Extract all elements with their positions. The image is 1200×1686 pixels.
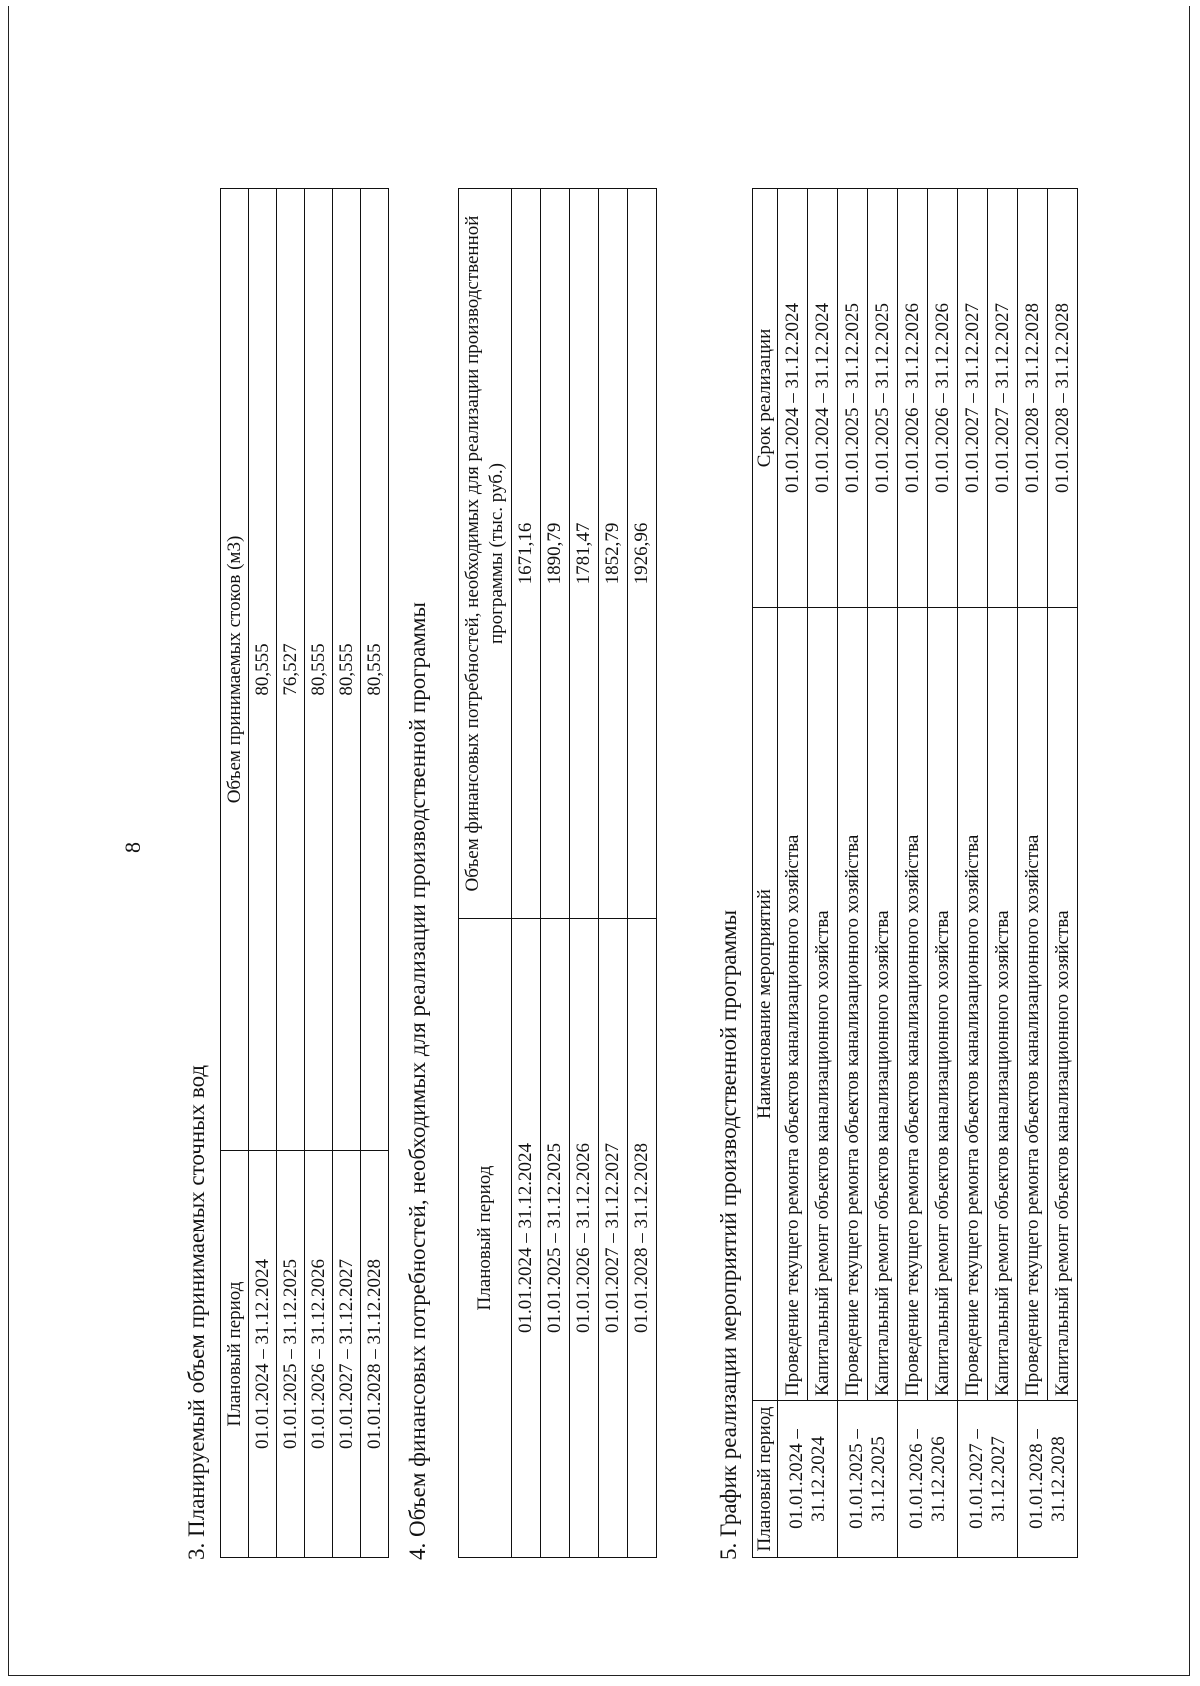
cell-activity: Проведение текущего ремонта объектов канализационного хозяйства	[838, 608, 868, 1401]
table-row	[361, 189, 389, 1558]
cell-period: 01.01.2027 – 31.12.2027	[958, 1401, 1018, 1558]
table-row	[570, 189, 599, 1558]
cell-period: 01.01.2025 – 31.12.2025	[838, 1401, 898, 1558]
table-row	[838, 189, 868, 1558]
cell-activity: Капитальный ремонт объектов канализационного хозяйства	[928, 608, 958, 1401]
cell-period: 01.01.2024 – 31.12.2024	[512, 919, 541, 1558]
table-row	[778, 189, 808, 1558]
cell-period: 01.01.2026 – 31.12.2026	[570, 919, 599, 1558]
column-header-financial-volume: Объем финансовых потребностей, необходимых для реализации производственной программы (тыс. руб.)	[459, 189, 512, 919]
cell-period: 01.01.2028 – 31.12.2028	[361, 1151, 389, 1558]
cell-term: 01.01.2027 – 31.12.2027	[958, 189, 988, 608]
column-header-term: Срок реализации	[753, 189, 778, 608]
table-header-row	[221, 189, 249, 1558]
cell-activity: Капитальный ремонт объектов канализационного хозяйства	[988, 608, 1018, 1401]
cell-period: 01.01.2028 – 31.12.2028	[1018, 1401, 1078, 1558]
table-row	[988, 189, 1018, 1558]
table-row	[808, 189, 838, 1558]
cell-activity: Проведение текущего ремонта объектов канализационного хозяйства	[778, 608, 808, 1401]
cell-financial-volume: 1781,47	[570, 189, 599, 919]
cell-volume: 80,555	[249, 189, 277, 1151]
table-row	[599, 189, 628, 1558]
cell-period: 01.01.2024 – 31.12.2024	[249, 1151, 277, 1558]
cell-term: 01.01.2024 – 31.12.2024	[808, 189, 838, 608]
table-row	[333, 189, 361, 1558]
cell-volume: 80,555	[333, 189, 361, 1151]
table-row	[898, 189, 928, 1558]
table-row	[249, 189, 277, 1558]
cell-activity: Капитальный ремонт объектов канализационного хозяйства	[868, 608, 898, 1401]
cell-term: 01.01.2024 – 31.12.2024	[778, 189, 808, 608]
column-header-period: Плановый период	[459, 919, 512, 1558]
section4-title: 4. Объем финансовых потребностей, необходимых для реализации производственной программы	[405, 602, 430, 1560]
cell-financial-volume: 1671,16	[512, 189, 541, 919]
table-row	[512, 189, 541, 1558]
column-header-activity: Наименование мероприятий	[753, 608, 778, 1401]
cell-volume: 80,555	[305, 189, 333, 1151]
cell-term: 01.01.2026 – 31.12.2026	[898, 189, 928, 608]
cell-term: 01.01.2028 – 31.12.2028	[1048, 189, 1078, 608]
table-header-row	[459, 189, 512, 1558]
cell-activity: Капитальный ремонт объектов канализационного хозяйства	[1048, 608, 1078, 1401]
cell-period: 01.01.2027 – 31.12.2027	[333, 1151, 361, 1558]
cell-activity: Капитальный ремонт объектов канализационного хозяйства	[808, 608, 838, 1401]
table-row	[628, 189, 657, 1558]
column-header-period: Плановый период	[221, 1151, 249, 1558]
column-header-volume: Объем принимаемых стоков (м3)	[221, 189, 249, 1151]
column-header-period: Плановый период	[753, 1401, 778, 1558]
table-row	[305, 189, 333, 1558]
cell-activity: Проведение текущего ремонта объектов канализационного хозяйства	[1018, 608, 1048, 1401]
cell-term: 01.01.2025 – 31.12.2025	[838, 189, 868, 608]
wastewater-volume-table	[220, 188, 389, 1558]
cell-period: 01.01.2026 – 31.12.2026	[305, 1151, 333, 1558]
cell-period: 01.01.2025 – 31.12.2025	[541, 919, 570, 1558]
cell-term: 01.01.2026 – 31.12.2026	[928, 189, 958, 608]
table-row	[928, 189, 958, 1558]
cell-term: 01.01.2027 – 31.12.2027	[988, 189, 1018, 608]
cell-activity: Проведение текущего ремонта объектов канализационного хозяйства	[898, 608, 928, 1401]
cell-financial-volume: 1890,79	[541, 189, 570, 919]
cell-period: 01.01.2028 – 31.12.2028	[628, 919, 657, 1558]
cell-volume: 80,555	[361, 189, 389, 1151]
cell-period: 01.01.2024 – 31.12.2024	[778, 1401, 838, 1558]
financial-needs-table	[458, 188, 657, 1558]
cell-activity: Проведение текущего ремонта объектов канализационного хозяйства	[958, 608, 988, 1401]
cell-period: 01.01.2027 – 31.12.2027	[599, 919, 628, 1558]
cell-financial-volume: 1926,96	[628, 189, 657, 919]
rotated-page	[120, 90, 1080, 1590]
cell-period: 01.01.2025 – 31.12.2025	[277, 1151, 305, 1558]
schedule-table	[752, 188, 1078, 1558]
section3-title: 3. Планируемый объем принимаемых сточных вод	[184, 1064, 209, 1560]
cell-financial-volume: 1852,79	[599, 189, 628, 919]
table-row	[541, 189, 570, 1558]
cell-term: 01.01.2025 – 31.12.2025	[868, 189, 898, 608]
cell-term: 01.01.2028 – 31.12.2028	[1018, 189, 1048, 608]
cell-period: 01.01.2026 – 31.12.2026	[898, 1401, 958, 1558]
section5-title: 5. График реализации мероприятий производственной программы	[716, 909, 741, 1560]
table-row	[958, 189, 988, 1558]
page-number: 8	[120, 842, 145, 853]
table-row	[868, 189, 898, 1558]
table-row	[1048, 189, 1078, 1558]
table-row	[277, 189, 305, 1558]
table-row	[1018, 189, 1048, 1558]
cell-volume: 76,527	[277, 189, 305, 1151]
table-header-row	[753, 189, 778, 1558]
